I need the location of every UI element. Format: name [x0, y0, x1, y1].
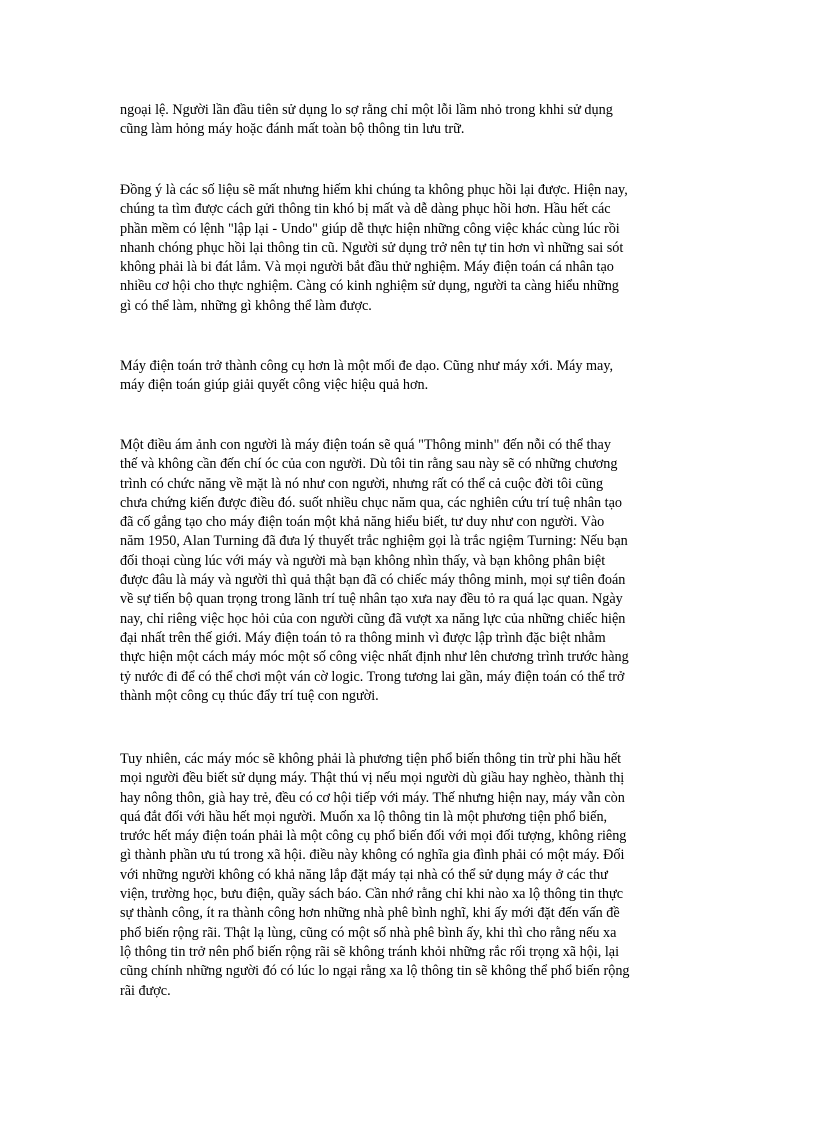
text-line: đại nhất trên thế giới. Máy điện toán tỏ ra thông minh vì được lập trình đặc biệt nhằm: [120, 629, 606, 646]
text-line: Đồng ý là các số liệu sẽ mất nhưng hiếm khi chúng ta không phục hồi lại được. Hiện nay,: [120, 182, 628, 198]
text-line: lộ thông tin trở nên phổ biến rộng rãi sẽ không tránh khỏi những rắc rối trọng xã hội, lại: [120, 943, 620, 960]
paragraph-information-highway: [120, 750, 700, 1001]
text-line: về sự tiến bộ quan trọng trong lãnh trí tuệ nhân tạo xưa nay đều tỏ ra quá lạc quan. Ngày: [120, 591, 623, 608]
paragraph-tool-not-threat: [120, 357, 700, 396]
text-line: mọi người đều biết sử dụng máy. Thật thú vị nếu mọi người dù giầu hay nghèo, thành thị: [120, 770, 625, 787]
text-line: gì có thể làm, những gì không thể làm được.: [120, 297, 372, 314]
text-line: đối thoại cùng lúc với máy và người mà bạn không nhìn thấy, và bạn không phân biệt: [120, 552, 606, 569]
text-line: cũng làm hỏng máy hoặc đánh mất toàn bộ thông tin lưu trữ.: [120, 121, 465, 138]
paragraph-data-recovery: [120, 181, 700, 316]
text-line: phần mềm có lệnh "lập lại - Undo" giúp dễ thực hiện những công việc khác cùng lúc rồi: [120, 220, 620, 237]
text-line: nhiều cơ hội cho thực nghiệm. Càng có kinh nghiệm sử dụng, người ta càng hiểu những: [120, 278, 619, 295]
text-line: tỷ nước đi để có thể chơi một ván cờ logic. Trong tương lai gần, máy điện toán có thể trở: [120, 668, 625, 685]
text-line: thế và không cần đến chí óc của con người. Dù tôi tin rằng sau này sẽ có những chương: [120, 456, 618, 473]
text-line: máy điện toán giúp giải quyết công việc hiệu quả hơn.: [120, 377, 429, 394]
text-line: trình có chức năng về mặt là nó như con người, nhưng rất có thể cả cuộc đời tôi cũng: [120, 475, 604, 492]
text-line: sự thành công, ít ra thành công hơn những nhà phê bình nghĩ, khi ấy mới đặt đến vấn đề: [120, 905, 620, 922]
text-line: Một điều ám ảnh con người là máy điện toán sẽ quá "Thông minh" đến nỗi có thể thay: [120, 437, 611, 453]
paragraph-exceptions: [120, 101, 700, 140]
text-line: được đâu là máy và người thì quả thật bạn đã có chiếc máy thông minh, mọi sự tiên đoán: [120, 572, 626, 589]
text-line: phổ biến rộng rãi. Thật lạ lùng, cũng có một số nhà phê bình ấy, khi thì cho rằng nếu xa: [120, 924, 617, 941]
text-line: viện, trường học, bưu điện, quầy sách báo. Cần nhớ rằng chỉ khi nào xa lộ thông tin thực: [120, 886, 624, 903]
text-line: Máy điện toán trở thành công cụ hơn là một mối đe dạo. Cũng như máy xới. Máy may,: [120, 358, 614, 374]
text-line: chúng ta tìm được cách gửi thông tin khó bị mất và dễ dàng phục hồi hơn. Hầu hết các: [120, 201, 611, 218]
text-line: cũng chính những người đó có lúc lo ngại rằng xa lộ thông tin sẽ không thể phổ biến rộng: [120, 963, 630, 980]
text-line: chưa chứng kiến được điều đó. suốt nhiều chục năm qua, các nghiên cứu trí tuệ nhân tạo: [120, 494, 622, 511]
text-line: nhanh chóng phục hồi lại thông tin cũ. Người sử dụng trở nên tự tin hơn vì những sai sót: [120, 239, 624, 256]
text-line: thực hiện một cách máy móc một số công việc nhất định như lên chương trình trước hàng: [120, 649, 629, 666]
text-line: thành một công cụ thúc đẩy trí tuệ con người.: [120, 687, 379, 704]
paragraph-artificial-intelligence: [120, 436, 700, 706]
text-line: đã cố gắng tạo cho máy điện toán một khả năng hiểu biết, tư duy như con người. Vào: [120, 514, 605, 531]
text-line: gì thành phần ưu tú trong xã hội. điều này không có nghĩa gia đình phải có một máy. Đối: [120, 847, 625, 864]
text-line: với những người không có khả năng lắp đặt máy tại nhà có thể sử dụng máy ở các thư: [120, 866, 608, 883]
text-line: Tuy nhiên, các máy móc sẽ không phải là phương tiện phổ biến thông tin trừ phi hầu hết: [120, 751, 622, 767]
text-line: rãi được.: [120, 982, 171, 999]
text-line: trước hết máy điện toán phải là một công cụ phổ biến đối với mọi đối tượng, không riêng: [120, 828, 627, 845]
text-line: nay, chỉ riêng việc học hỏi của con người cũng đã vượt xa năng lực của những chiếc hiện: [120, 610, 626, 627]
text-line: năm 1950, Alan Turning đã đưa lý thuyết trắc nghiệm gọi là trắc ngiệm Turning: Nếu bạn: [120, 533, 628, 550]
text-line: ngoại lệ. Người lần đầu tiên sử dụng lo sợ rằng chỉ một lỗi lầm nhỏ trong khhi sử dụng: [120, 102, 613, 118]
text-line: hay nông thôn, già hay trẻ, đều có cơ hội tiếp với máy. Thế nhưng hiện nay, máy vẫn còn: [120, 789, 625, 806]
text-line: quá đắt đối với hầu hết mọi người. Muốn xa lộ thông tin là một phương tiện phổ biến,: [120, 808, 608, 825]
text-line: không phải là bi đát lắm. Và mọi người bắt đầu thử nghiệm. Máy điện toán cá nhân tạo: [120, 259, 614, 276]
